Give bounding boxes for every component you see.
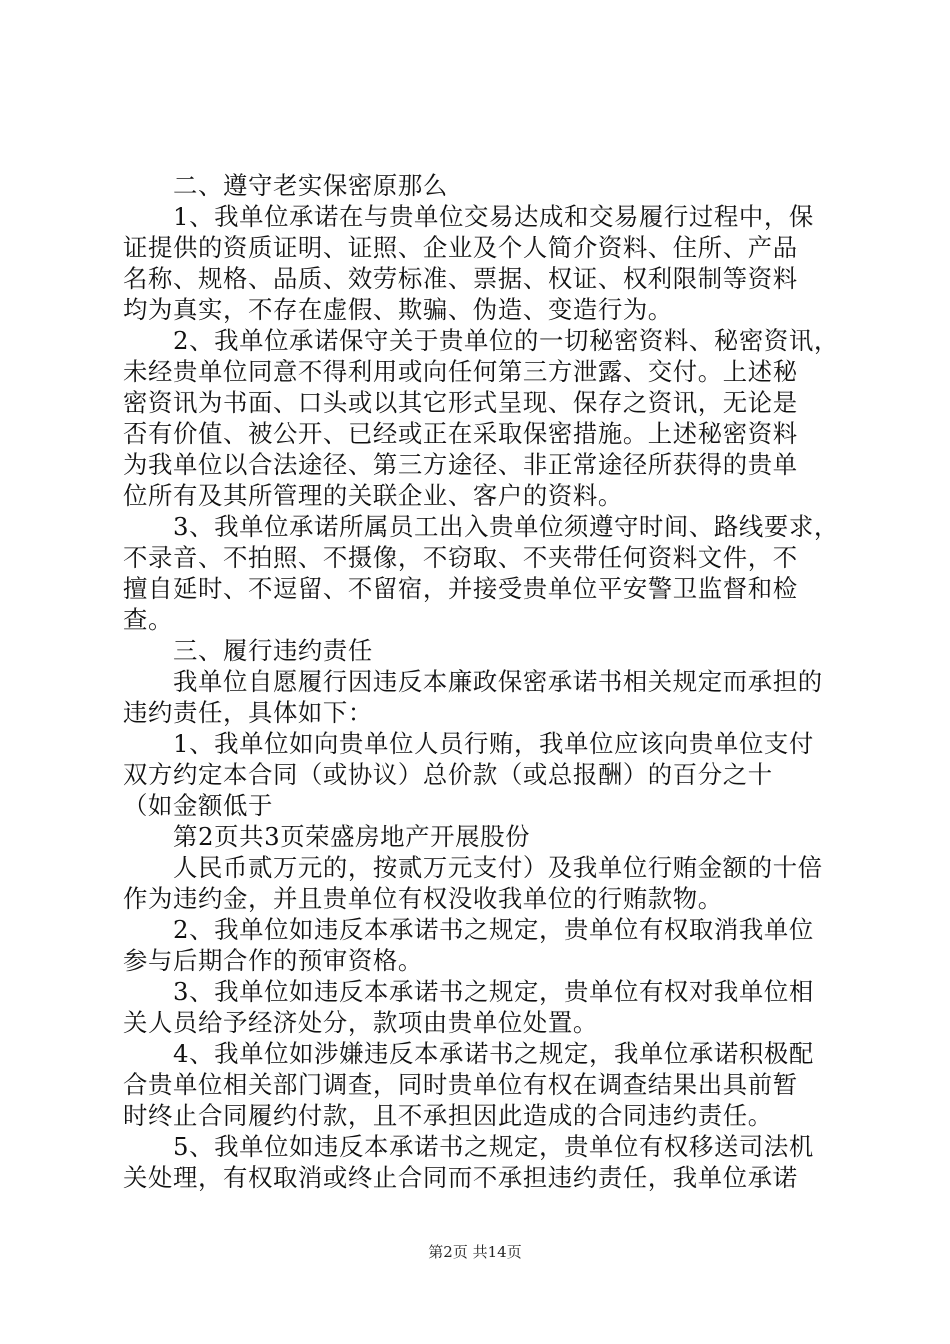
paragraph-line: 1、我单位如向贵单位人员行贿，我单位应该向贵单位支付 xyxy=(123,729,814,758)
paragraph-line: 双方约定本合同（或协议）总价款（或总报酬）的百分之十 xyxy=(123,760,773,789)
page-footer xyxy=(0,1242,950,1262)
paragraph-line: 否有价值、被公开、已经或正在采取保密措施。上述秘密资料 xyxy=(123,419,798,448)
paragraph-line: 为我单位以合法途径、第三方途径、非正常途径所获得的贵单 xyxy=(123,450,798,479)
paragraph-line: 3、我单位承诺所属员工出入贵单位须遵守时间、路线要求， xyxy=(123,512,839,541)
paragraph-line: 作为违约金，并且贵单位有权没收我单位的行贿款物。 xyxy=(123,884,723,913)
paragraph-line: 查。 xyxy=(123,605,173,634)
paragraph-line: 不录音、不拍照、不摄像，不窃取、不夹带任何资料文件，不 xyxy=(123,543,798,572)
embedded-page-note: 第2页共3页荣盛房地产开展股份 xyxy=(123,822,531,851)
paragraph-line: 3、我单位如违反本承诺书之规定，贵单位有权对我单位相 xyxy=(123,977,814,1006)
paragraph-line: 位所有及其所管理的关联企业、客户的资料。 xyxy=(123,481,623,510)
section-heading: 二、遵守老实保密原那么 xyxy=(123,171,448,200)
paragraph-line: 关人员给予经济处分，款项由贵单位处置。 xyxy=(123,1008,598,1037)
paragraph-line: 证提供的资质证明、证照、企业及个人简介资料、住所、产品 xyxy=(123,233,798,262)
page-number: 第2页 共14页 xyxy=(428,1243,522,1261)
document-body xyxy=(123,170,839,1193)
paragraph-line: 违约责任，具体如下： xyxy=(123,698,373,727)
paragraph-line: 密资讯为书面、口头或以其它形式呈现、保存之资讯，无论是 xyxy=(123,388,798,417)
section-heading: 三、履行违约责任 xyxy=(123,636,373,665)
paragraph-line: 4、我单位如涉嫌违反本承诺书之规定，我单位承诺积极配 xyxy=(123,1039,814,1068)
paragraph-line: 5、我单位如违反本承诺书之规定，贵单位有权移送司法机 xyxy=(123,1132,814,1161)
paragraph-line: 名称、规格、品质、效劳标准、票据、权证、权利限制等资料 xyxy=(123,264,798,293)
paragraph-line: 擅自延时、不逗留、不留宿，并接受贵单位平安警卫监督和检 xyxy=(123,574,798,603)
paragraph-line: （如金额低于 xyxy=(123,791,273,820)
paragraph-line: 1、我单位承诺在与贵单位交易达成和交易履行过程中，保 xyxy=(123,202,814,231)
paragraph-line: 人民币贰万元的，按贰万元支付）及我单位行贿金额的十倍 xyxy=(123,853,823,882)
paragraph-line: 我单位自愿履行因违反本廉政保密承诺书相关规定而承担的 xyxy=(123,667,823,696)
paragraph-line: 关处理，有权取消或终止合同而不承担违约责任，我单位承诺 xyxy=(123,1163,798,1192)
paragraph-line: 时终止合同履约付款，且不承担因此造成的合同违约责任。 xyxy=(123,1101,773,1130)
paragraph-line: 2、我单位如违反本承诺书之规定，贵单位有权取消我单位 xyxy=(123,915,814,944)
paragraph-line: 均为真实，不存在虚假、欺骗、伪造、变造行为。 xyxy=(123,295,673,324)
paragraph-line: 2、我单位承诺保守关于贵单位的一切秘密资料、秘密资讯， xyxy=(123,326,839,355)
paragraph-line: 未经贵单位同意不得利用或向任何第三方泄露、交付。上述秘 xyxy=(123,357,798,386)
paragraph-line: 参与后期合作的预审资格。 xyxy=(123,946,423,975)
paragraph-line: 合贵单位相关部门调查，同时贵单位有权在调查结果出具前暂 xyxy=(123,1070,798,1099)
